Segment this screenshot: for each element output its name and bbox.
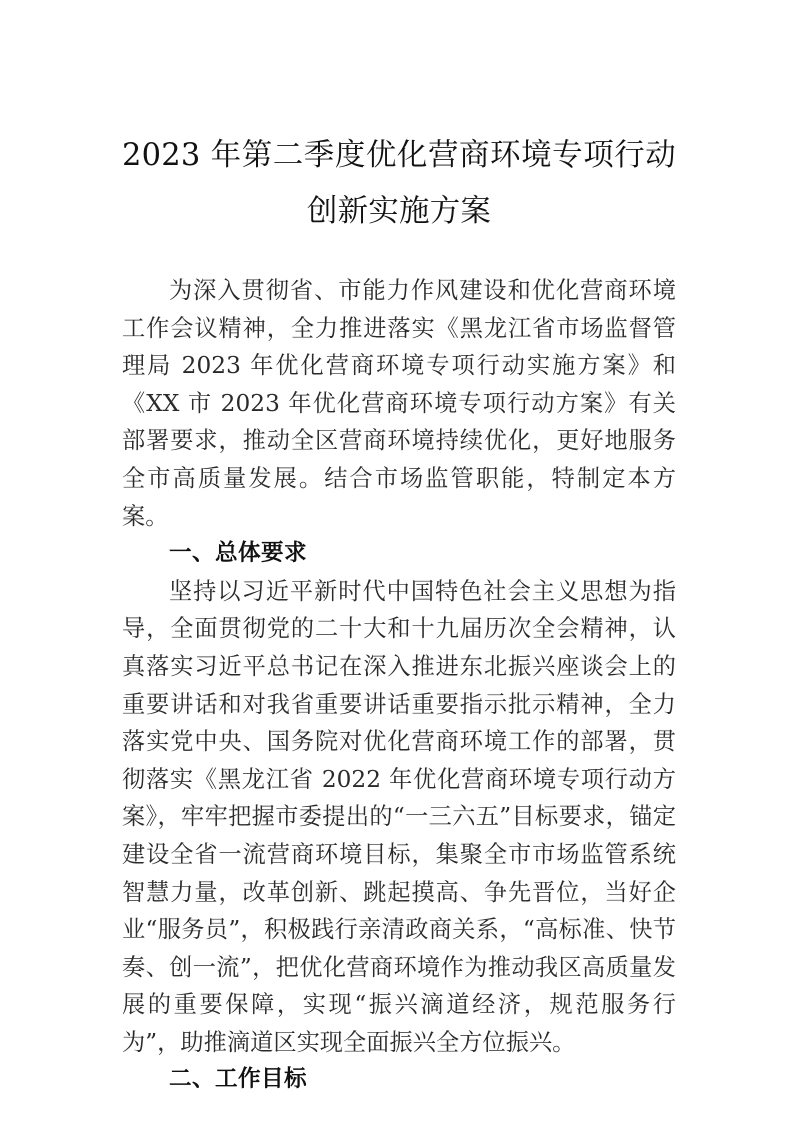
section-1-paragraph-1: 坚持以习近平新时代中国特色社会主义思想为指导，全面贯彻党的二十大和十九届历次全会精神，认真落实习近平总书记在深入推进东北振兴座谈会上的重要讲话和对我省重要讲话重要指示批示精神，全力落实党中央、国务院对优化营商环境工作的部署，贯彻落实《黑龙江省 2022 年优化营商环境专项行动方案》，牢牢把握市委提出的“一三六五”目标要求，锚定建设全省一流营商环境目标，集聚全市市场监管系统智慧力量，改革创新、跳起摸高、争先晋位，当好企业“服务员”，积极践行亲清政商关系，“高标准、快节奏、创一流”，把优化营商环境作为推动我区高质量发展的重要保障，实现“振兴滴道经济，规范服务行为”，助推滴道区实现全面振兴全方位振兴。 (122, 577, 676, 1056)
section-heading-2: 二、工作目标 (169, 1066, 307, 1093)
page-title-line-2: 新实施方案 (337, 194, 492, 229)
page-title-line-1: 2023 年第二季度优化营商环境专项行动创 (122, 138, 676, 229)
section-heading-1: 一、总体要求 (169, 540, 307, 567)
page-title (122, 0, 676, 240)
preamble-paragraph: 为深入贯彻省、市能力作风建设和优化营商环境工作会议精神，全力推进落实《黑龙江省市场监督管理局 2023 年优化营商环境专项行动实施方案》和《XX 市 2023 年优化营商环境专项行动方案》有关部署要求，推动全区营商环境持续优化，更好地服务全市高质量发展。结合市场监管职能，特制定本方案。 (122, 277, 676, 530)
page-content-area (122, 0, 676, 1099)
